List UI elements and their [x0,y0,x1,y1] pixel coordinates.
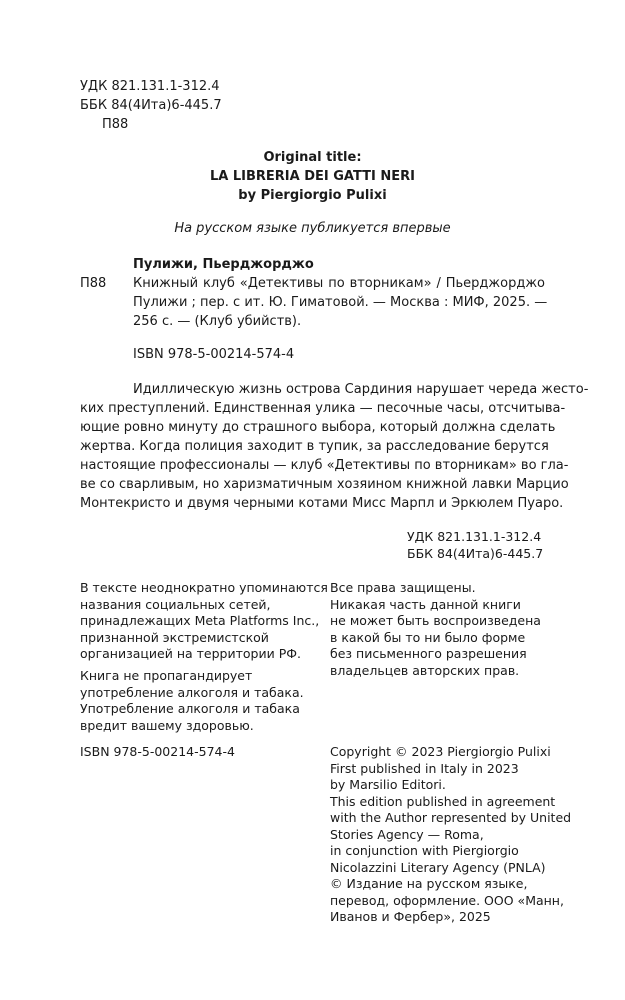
udk-code-right: УДК 821.131.1-312.4 [407,529,542,544]
copyright-line: перевод, оформление. ООО «Манн, [330,892,564,908]
bbk-code-right: ББК 84(4Ита)6-445.7 [407,545,544,561]
copyright-block [330,744,571,926]
annotation-line: ких преступлений. Единственная улика — песочные часы, отсчитыва- [80,401,566,416]
isbn-left: ISBN 978-5-00214-574-4 [80,744,235,759]
notice-line: принадлежащих Meta Platforms Inc., [80,613,320,628]
copyright-line: This edition published in agreement [330,793,556,809]
bibliographic-author-heading: Пулижи, Пьерджорджо [133,257,314,272]
copyright-line: Nicolazzini Literary Agency (PNLA) [330,859,546,875]
original-author: by Piergiorgio Pulixi [238,188,387,203]
annotation-line: Идиллическую жизнь острова Сардиния нарушает череда жесто- [133,382,589,397]
annotation-line: Монтекристо и двумя черными котами Мисс Марпл и Эркюлем Пуаро. [80,496,564,511]
rights-line: владельцев авторских прав. [330,662,520,678]
copyright-line: © Издание на русском языке, [330,876,528,891]
udk-code: УДК 821.131.1-312.4 [80,79,220,94]
notice-line: вредит вашему здоровью. [80,717,254,733]
bibliographic-mark: П88 [80,276,107,291]
notice-line: организацией на территории РФ. [80,646,301,661]
bibliographic-line: Пулижи ; пер. с ит. Ю. Гиматовой. — Москва : МИФ, 2025. — [133,295,548,310]
rights-line: Никакая часть данной книги [330,596,521,612]
classification-codes [80,77,222,134]
copyright-line: in conjunction with Piergiorgio [330,843,519,858]
annotation-line: ющие ровно минуту до страшного выбора, который должна сделать [80,420,556,435]
notice-line: В тексте неоднократно упоминаются [80,580,328,595]
alcohol-notice [80,668,304,734]
copyright-line: First published in Italy in 2023 [330,760,519,776]
annotation [80,380,589,513]
bibliographic-line: 256 с. — (Клуб убийств). [133,314,302,329]
classification-codes-right [407,529,543,562]
meta-notice [80,580,328,663]
bbk-code: ББК 84(4Ита)6-445.7 [80,98,222,113]
copyright-line: Иванов и Фербер», 2025 [330,909,491,924]
notice-line: признанной экстремистской [80,629,269,645]
notice-line: названия социальных сетей, [80,596,271,612]
rights-line: не может быть воспроизведена [330,613,541,628]
annotation-line: жертва. Когда полиция заходит в тупик, за расследование берутся [80,439,549,454]
rights-line: без письменного разрешения [330,646,527,661]
copyright-line: with the Author represented by United [330,810,572,825]
rights-line: в какой бы то ни было форме [330,629,526,645]
original-title: LA LIBRERIA DEI GATTI NERI [210,169,415,184]
original-title-block [80,148,545,205]
copyright-line: Copyright © 2023 Piergiorgio Pulixi [330,744,551,759]
notice-line: Употребление алкоголя и табака [80,701,300,716]
copyright-line: Stories Agency — Roma, [330,826,484,842]
rights-notice [330,580,541,679]
rights-line: Все права защищены. [330,580,476,595]
bibliographic-isbn: ISBN 978-5-00214-574-4 [133,347,295,362]
notice-line: Книга не пропагандирует [80,668,253,683]
annotation-line: ве со сварливым, но харизматичным хозяином книжной лавки Марцио [80,477,569,492]
first-publication-note: На русском языке публикуется впервые [174,221,451,236]
bibliographic-line: Книжный клуб «Детективы по вторникам» / Пьерджорджо [133,276,545,291]
bibliographic-description [133,274,548,331]
original-title-heading: Original title: [263,150,362,165]
author-mark: П88 [102,117,129,132]
annotation-line: настоящие профессионалы — клуб «Детективы по вторникам» во гла- [80,458,569,473]
copyright-line: by Marsilio Editori. [330,777,446,792]
notice-line: употребление алкоголя и табака. [80,684,304,700]
